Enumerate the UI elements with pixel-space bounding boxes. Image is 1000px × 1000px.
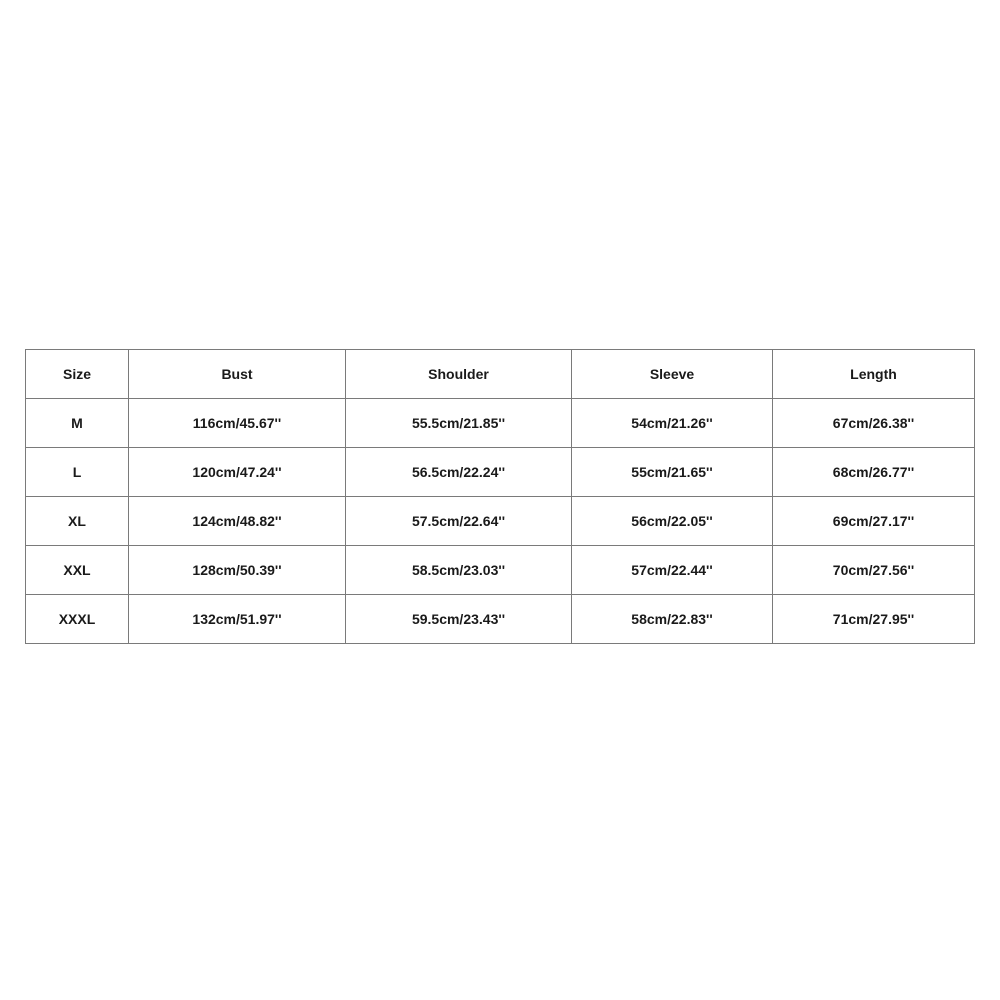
header-sleeve: Sleeve — [572, 350, 773, 399]
bust-cell: 132cm/51.97'' — [129, 595, 346, 644]
header-size: Size — [26, 350, 129, 399]
size-cell: XXXL — [26, 595, 129, 644]
table-row — [26, 546, 975, 595]
length-cell: 71cm/27.95'' — [773, 595, 975, 644]
table-row — [26, 448, 975, 497]
shoulder-cell: 57.5cm/22.64'' — [346, 497, 572, 546]
shoulder-cell: 59.5cm/23.43'' — [346, 595, 572, 644]
table-row — [26, 497, 975, 546]
header-length: Length — [773, 350, 975, 399]
header-shoulder: Shoulder — [346, 350, 572, 399]
size-cell: XL — [26, 497, 129, 546]
length-cell: 69cm/27.17'' — [773, 497, 975, 546]
sleeve-cell: 54cm/21.26'' — [572, 399, 773, 448]
length-cell: 68cm/26.77'' — [773, 448, 975, 497]
sleeve-cell: 55cm/21.65'' — [572, 448, 773, 497]
size-cell: L — [26, 448, 129, 497]
shoulder-cell: 58.5cm/23.03'' — [346, 546, 572, 595]
shoulder-cell: 55.5cm/21.85'' — [346, 399, 572, 448]
bust-cell: 124cm/48.82'' — [129, 497, 346, 546]
shoulder-cell: 56.5cm/22.24'' — [346, 448, 572, 497]
size-chart-table — [25, 349, 975, 644]
bust-cell: 120cm/47.24'' — [129, 448, 346, 497]
table-row — [26, 399, 975, 448]
sleeve-cell: 56cm/22.05'' — [572, 497, 773, 546]
bust-cell: 128cm/50.39'' — [129, 546, 346, 595]
table-row — [26, 595, 975, 644]
length-cell: 70cm/27.56'' — [773, 546, 975, 595]
header-row — [26, 350, 975, 399]
header-bust: Bust — [129, 350, 346, 399]
bust-cell: 116cm/45.67'' — [129, 399, 346, 448]
size-cell: M — [26, 399, 129, 448]
length-cell: 67cm/26.38'' — [773, 399, 975, 448]
sleeve-cell: 58cm/22.83'' — [572, 595, 773, 644]
sleeve-cell: 57cm/22.44'' — [572, 546, 773, 595]
size-cell: XXL — [26, 546, 129, 595]
